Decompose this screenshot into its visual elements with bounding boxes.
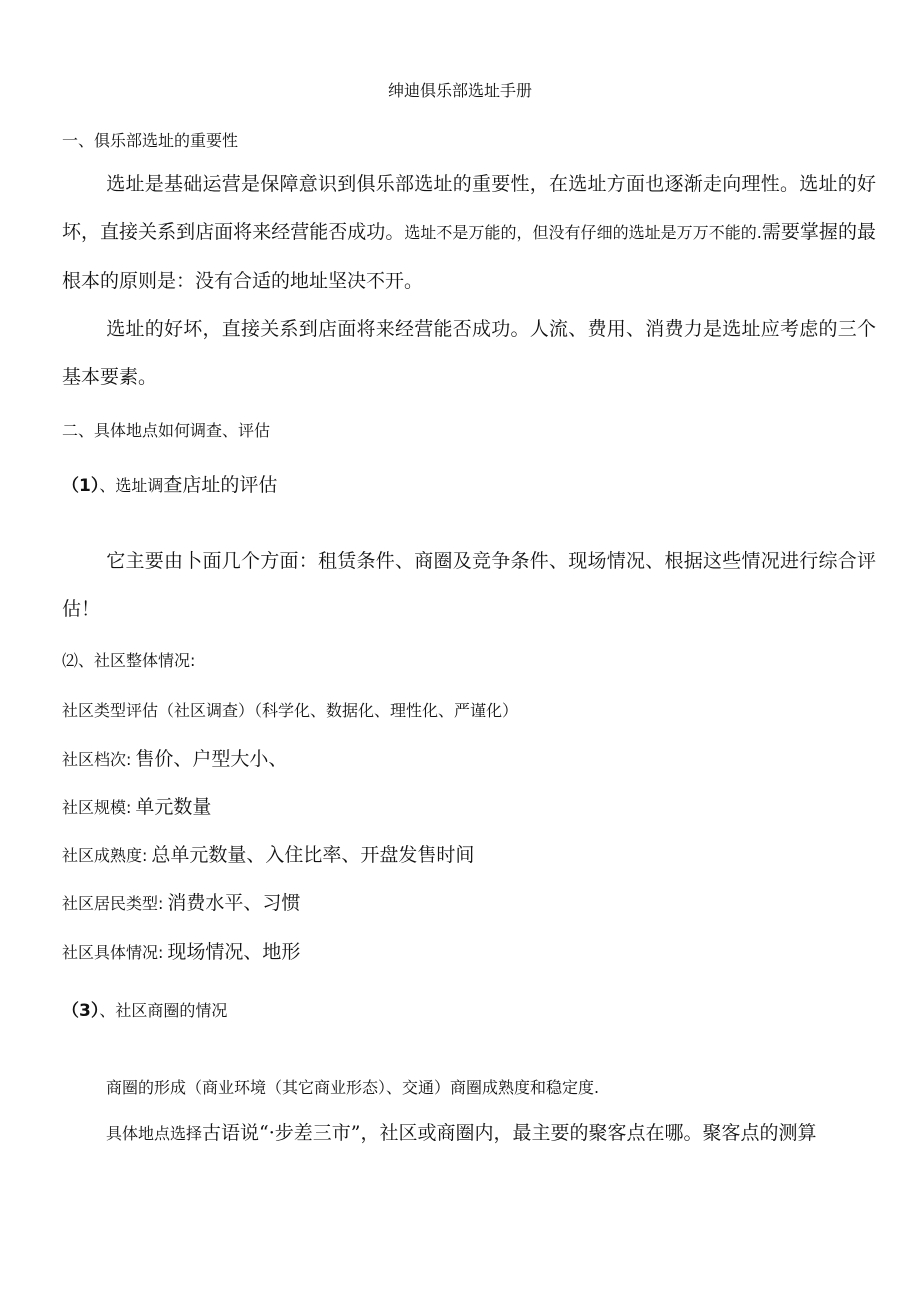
item-value: 总单元数量、入住比率、开盘发售时间 bbox=[151, 844, 475, 866]
document-title: 绅迪俱乐部选址手册 bbox=[387, 81, 532, 100]
list-item bbox=[62, 937, 300, 964]
subheading-1 bbox=[62, 470, 277, 497]
list-item bbox=[62, 698, 518, 721]
list-item bbox=[62, 840, 474, 867]
item-label: 社区档次: bbox=[62, 750, 132, 769]
list-item bbox=[62, 744, 287, 771]
p1-text-a: 选址是基础运营是保障意识到俱乐部选址的重要性，在选址方面也逐渐走向理性。选址的好坏，直接关系到店面将来经营能否成功。 bbox=[62, 173, 876, 243]
section2-paragraph-1 bbox=[62, 537, 876, 633]
subheading-3 bbox=[62, 996, 227, 1021]
section2-paragraph-2: 商圈的形成（商业环境（其它商业形态）、交通）商圈成熟度和稳定度. bbox=[106, 1078, 600, 1097]
section1-paragraph-2 bbox=[62, 305, 876, 401]
item-label: 社区成熟度: bbox=[62, 846, 148, 865]
section1-heading: 一、俱乐部选址的重要性 bbox=[62, 131, 239, 150]
item-value: 单元数量 bbox=[135, 796, 212, 818]
p5-text-a: 具体地点选择 bbox=[106, 1124, 203, 1143]
item-label: 社区规模: bbox=[62, 798, 132, 817]
subheading-3-num: （3） bbox=[62, 1001, 100, 1021]
p5-text-b: 古语说“·步差三市”，社区或商圈内，最主要的聚客点在哪。聚客点的测算 bbox=[202, 1122, 817, 1144]
item-value: 售价、户型大小、 bbox=[135, 748, 288, 770]
section2-heading: 二、具体地点如何调查、评估 bbox=[62, 421, 271, 440]
section2-paragraph-3 bbox=[62, 1109, 882, 1158]
list-item bbox=[62, 888, 300, 915]
subheading-2: ⑵、社区整体情况: bbox=[62, 651, 196, 670]
item-label: 社区居民类型: bbox=[62, 894, 164, 913]
subheading-1-text-b: 查店址的评估 bbox=[163, 474, 278, 496]
p2-text: 选址的好坏，直接关系到店面将来经营能否成功。人流、费用、消费力是选址应考虑的三个基本要素。 bbox=[62, 318, 876, 388]
subheading-3-text: 、社区商圈的情况 bbox=[99, 1001, 228, 1020]
subheading-1-num: （1） bbox=[62, 476, 100, 496]
subheading-1-text-a: 、选址调 bbox=[99, 476, 164, 495]
item-value: 消费水平、习惯 bbox=[167, 892, 301, 914]
item-label: 社区类型评估（社区调查）（科学化、数据化、理性化、严谨化） bbox=[62, 701, 519, 720]
section1-paragraph-1 bbox=[62, 160, 876, 305]
p1-text-b: 选址不是万能的，但没有仔细的选址是万万不能的. bbox=[404, 223, 762, 242]
p3-text: 它主要由卜面几个方面：租赁条件、商圈及竞争条件、现场情况、根据这些情况进行综合评估！ bbox=[62, 550, 876, 620]
list-item bbox=[62, 792, 211, 819]
p1-text-c: 需要掌握的最根本的原则是：没有合适的地址坚决不开。 bbox=[62, 221, 876, 292]
item-label: 社区具体情况: bbox=[62, 943, 164, 962]
item-value: 现场情况、地形 bbox=[167, 941, 301, 963]
